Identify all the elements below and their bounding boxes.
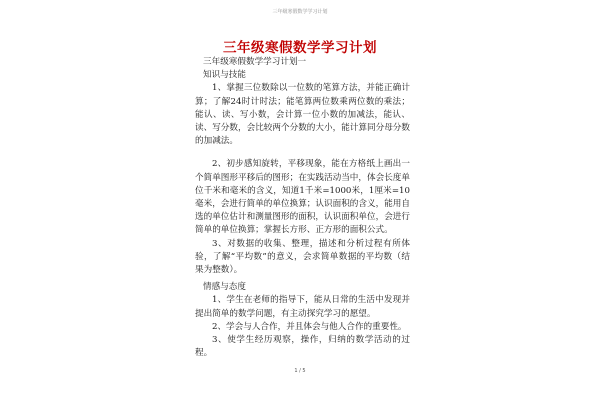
paragraph-item-2: 2、初步感知旋转，平移现象，能在方格纸上画出一个简单图形平移后的图形；在实践活动当中，体会长度单位千米和毫米的含义，知道1千米=1000米，1厘米=10毫米，会进行简单的单位换算；认识面积的含义，能用自选的单位估计和测量图形的面积，认识面积单位，会进行简单的单位换算；掌握长方形、正方形的面积公式。: [195, 159, 410, 236]
subtitle: 三年级寒假数学学习计划一: [203, 57, 307, 67]
running-header: 三年级寒假数学学习计划: [272, 9, 328, 15]
page-title: 三年级寒假数学学习计划: [223, 40, 377, 56]
paragraph-attitude-2: 2、学会与人合作，并且体会与他人合作的重要性。: [212, 321, 407, 332]
paragraph-attitude-3: 3、使学生经历观察，操作，归纳的数学活动的过程。: [195, 335, 410, 359]
paragraph-item-1: 1、掌握三位数除以一位数的笔算方法，并能正确计算；了解24时计时法；能笔算两位数乘两位数的乘法；能认、读、写小数，会计算一位小数的加减法，能认、读、写分数，会比较两个分数的大小，能计算同分母分数的加减法。: [195, 83, 410, 147]
section-heading-attitude: 情感与态度: [203, 282, 246, 293]
paragraph-attitude-1: 1、学生在老师的指导下，能从日常的生活中发现并提出简单的数学问题，有主动探究学习的愿望。: [195, 295, 410, 319]
paragraph-item-3: 3、对数据的收集、整理，描述和分析过程有所体验，了解“平均数”的意义，会求简单数据的平均数（结果为整数）。: [195, 238, 410, 276]
section-heading-knowledge: 知识与技能: [203, 70, 246, 81]
page-number: 1 / 5: [294, 368, 306, 374]
document-body: [195, 56, 410, 360]
